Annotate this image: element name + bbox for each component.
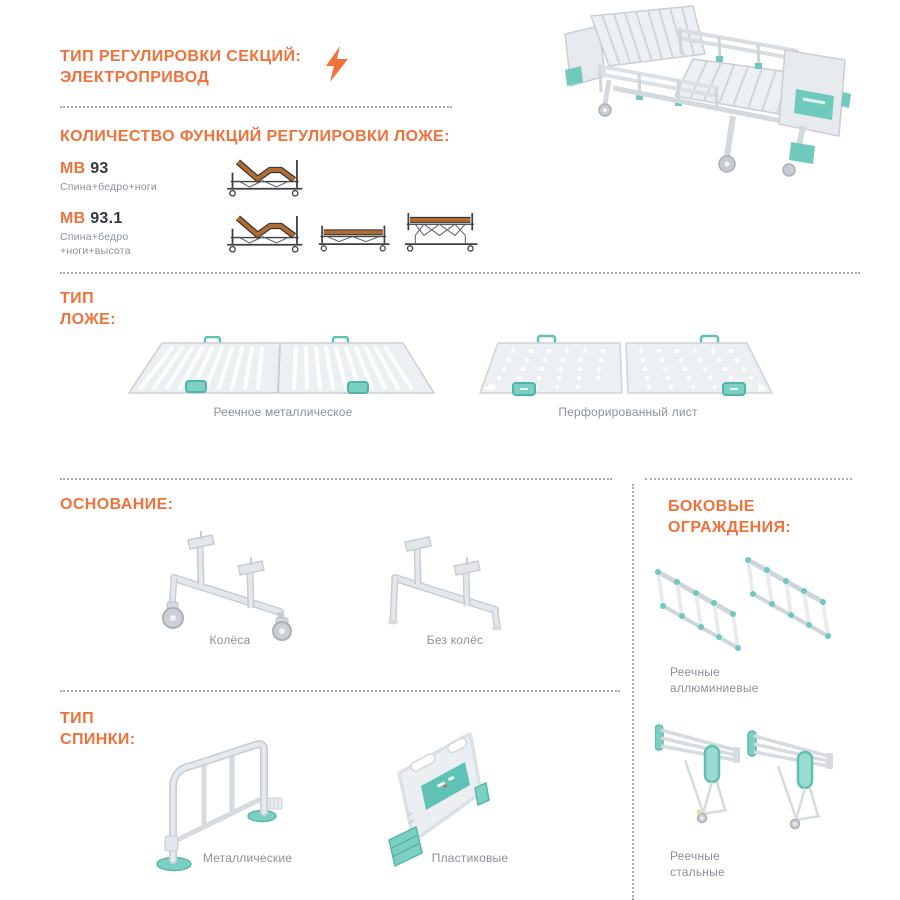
- separator-vertical: [632, 484, 634, 900]
- model-name: [60, 160, 157, 178]
- bed-position-back-hip-legs-icon: [220, 212, 305, 256]
- plastic-backrest-illustration: [385, 728, 495, 870]
- section-adjustment-title-line1: ТИП РЕГУЛИРОВКИ СЕКЦИЙ:: [60, 48, 302, 65]
- model-name: [60, 210, 131, 228]
- model-number: 93.1: [90, 210, 123, 227]
- model-number: 93: [90, 160, 109, 177]
- model-subtitle: Спина+бедро+ноги: [60, 181, 157, 193]
- model-row-mb93: [60, 160, 157, 195]
- model-brand: МВ: [60, 160, 86, 177]
- side-rails-option-label: Реечные аллюминиевые: [670, 665, 759, 696]
- lightning-icon: [324, 46, 350, 82]
- bed-type-option-label: Реечное металлическое: [213, 405, 353, 419]
- base-title: ОСНОВАНИЕ:: [60, 496, 174, 513]
- side-rails-option-label: Реечные стальные: [670, 849, 725, 880]
- separator: [60, 272, 860, 274]
- separator: [60, 690, 620, 692]
- backrest-option-label: Пластиковые: [431, 851, 509, 865]
- base-option-label: Колёса: [209, 633, 251, 647]
- steel-side-rails-illustration: [655, 722, 855, 840]
- backrest-title: ТИП СПИНКИ:: [60, 710, 136, 749]
- section-adjustment-title: [60, 46, 350, 88]
- base-option-label: Без колёс: [426, 633, 484, 647]
- bed-position-back-hip-legs-icon: [220, 156, 305, 200]
- bed-type-option-label: Перфорированный лист: [558, 405, 698, 419]
- base-with-wheels-illustration: [160, 526, 300, 641]
- hospital-bed-illustration: [553, 4, 873, 189]
- functions-title: КОЛИЧЕСТВО ФУНКЦИЙ РЕГУЛИРОВКИ ЛОЖЕ:: [60, 128, 450, 145]
- bed-type-title: ТИП ЛОЖЕ:: [60, 290, 116, 329]
- perforated-sheet-platform-illustration: [479, 334, 774, 400]
- backrest-option-label: Металлические: [202, 851, 293, 865]
- model-subtitle: Спина+бедро +ноги+высота: [60, 231, 131, 257]
- separator: [60, 478, 612, 480]
- model-brand: МВ: [60, 210, 86, 227]
- slatted-metal-platform-illustration: [128, 336, 438, 400]
- separator: [60, 106, 452, 108]
- section-adjustment-title-line2: ЭЛЕКТРОПРИВОД: [60, 69, 210, 87]
- side-rails-title: БОКОВЫЕ ОГРАЖДЕНИЯ:: [668, 498, 792, 537]
- base-without-wheels-illustration: [383, 536, 518, 631]
- bed-position-flat-high-icon: [398, 208, 480, 256]
- separator: [645, 478, 852, 480]
- aluminum-side-rails-illustration: [650, 550, 835, 658]
- bed-position-flat-low-icon: [312, 212, 392, 256]
- model-row-mb931: [60, 210, 131, 258]
